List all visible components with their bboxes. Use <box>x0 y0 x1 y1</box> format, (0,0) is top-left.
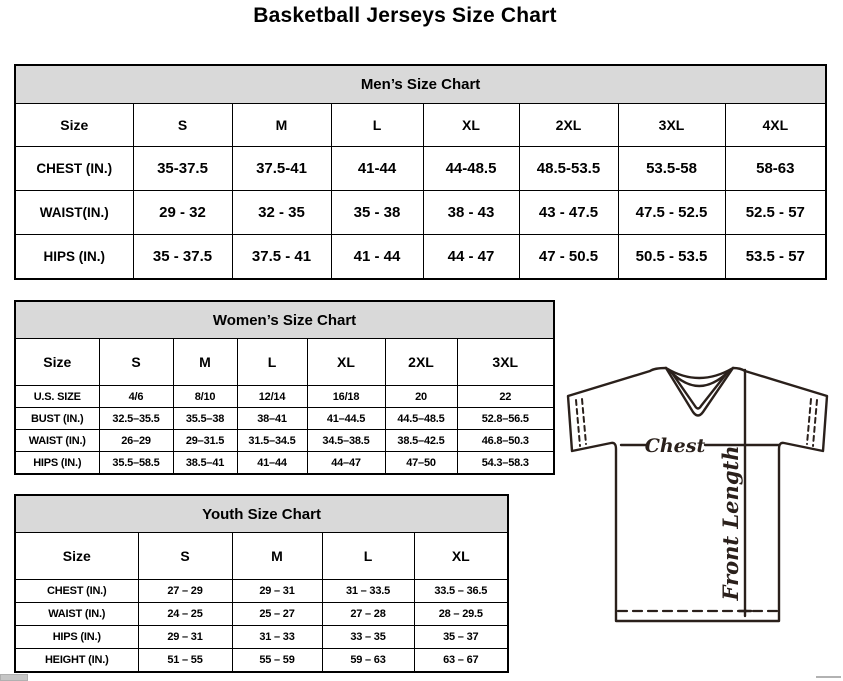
row-label-cell: HIPS (IN.) <box>15 235 133 280</box>
womens-size-table <box>14 300 555 475</box>
jersey-diagram <box>555 355 843 645</box>
value-cell: 44 - 47 <box>423 235 519 280</box>
value-cell: 31 – 33 <box>232 626 322 649</box>
mens-size-table <box>14 64 827 280</box>
scrollbar-fragment-right[interactable] <box>816 676 841 678</box>
value-cell: 41–44.5 <box>307 408 385 430</box>
value-cell: 51 – 55 <box>138 649 232 673</box>
value-cell: 44.5–48.5 <box>385 408 457 430</box>
column-header-row <box>15 104 826 147</box>
value-cell: 29 – 31 <box>232 580 322 603</box>
value-cell: 31 – 33.5 <box>322 580 414 603</box>
youth-size-table <box>14 494 509 673</box>
value-cell: M <box>232 533 322 580</box>
front-length-label: Front Length <box>718 445 743 601</box>
row-label-cell: WAIST(IN.) <box>15 191 133 235</box>
value-cell: 38 - 43 <box>423 191 519 235</box>
row-label-cell: Size <box>15 104 133 147</box>
value-cell: 32.5–35.5 <box>99 408 173 430</box>
value-cell: 47 - 50.5 <box>519 235 618 280</box>
value-cell: 2XL <box>385 339 457 386</box>
value-cell: 37.5-41 <box>232 147 331 191</box>
value-cell: 22 <box>457 386 554 408</box>
value-cell: 27 – 28 <box>322 603 414 626</box>
value-cell: 54.3–58.3 <box>457 452 554 475</box>
row-label-cell: BUST (IN.) <box>15 408 99 430</box>
value-cell: 34.5–38.5 <box>307 430 385 452</box>
data-row <box>15 191 826 235</box>
value-cell: 53.5-58 <box>618 147 725 191</box>
value-cell: 3XL <box>618 104 725 147</box>
value-cell: 52.8–56.5 <box>457 408 554 430</box>
value-cell: 37.5 - 41 <box>232 235 331 280</box>
mens-table-body <box>15 104 826 280</box>
value-cell: 20 <box>385 386 457 408</box>
value-cell: 33.5 – 36.5 <box>414 580 508 603</box>
value-cell: 58-63 <box>725 147 826 191</box>
value-cell: 29–31.5 <box>173 430 237 452</box>
value-cell: M <box>173 339 237 386</box>
value-cell: 29 – 31 <box>138 626 232 649</box>
value-cell: 33 – 35 <box>322 626 414 649</box>
data-row <box>15 580 508 603</box>
value-cell: 41–44 <box>237 452 307 475</box>
value-cell: S <box>138 533 232 580</box>
youth-table-title: Youth Size Chart <box>15 495 508 533</box>
value-cell: 46.8–50.3 <box>457 430 554 452</box>
value-cell: 31.5–34.5 <box>237 430 307 452</box>
value-cell: 35 - 38 <box>331 191 423 235</box>
value-cell: 32 - 35 <box>232 191 331 235</box>
right-sleeve-dashes <box>807 399 817 446</box>
value-cell: 47.5 - 52.5 <box>618 191 725 235</box>
row-label-cell: CHEST (IN.) <box>15 147 133 191</box>
value-cell: 41-44 <box>331 147 423 191</box>
data-row <box>15 147 826 191</box>
column-header-row <box>15 533 508 580</box>
value-cell: 4XL <box>725 104 826 147</box>
row-label-cell: HIPS (IN.) <box>15 452 99 475</box>
data-row <box>15 430 554 452</box>
value-cell: 38.5–42.5 <box>385 430 457 452</box>
value-cell: 35 - 37.5 <box>133 235 232 280</box>
data-row <box>15 386 554 408</box>
value-cell: L <box>237 339 307 386</box>
value-cell: 24 – 25 <box>138 603 232 626</box>
value-cell: 35-37.5 <box>133 147 232 191</box>
value-cell: 16/18 <box>307 386 385 408</box>
value-cell: 48.5-53.5 <box>519 147 618 191</box>
row-label-cell: HEIGHT (IN.) <box>15 649 138 673</box>
value-cell: 50.5 - 53.5 <box>618 235 725 280</box>
value-cell: S <box>99 339 173 386</box>
table-band-row <box>15 495 508 533</box>
row-label-cell: WAIST (IN.) <box>15 430 99 452</box>
mens-table-title: Men’s Size Chart <box>15 65 826 104</box>
value-cell: 38.5–41 <box>173 452 237 475</box>
column-header-row <box>15 339 554 386</box>
value-cell: 8/10 <box>173 386 237 408</box>
value-cell: 35 – 37 <box>414 626 508 649</box>
value-cell: XL <box>423 104 519 147</box>
row-label-cell: CHEST (IN.) <box>15 580 138 603</box>
value-cell: 29 - 32 <box>133 191 232 235</box>
value-cell: 35.5–58.5 <box>99 452 173 475</box>
row-label-cell: U.S. SIZE <box>15 386 99 408</box>
table-band-row <box>15 301 554 339</box>
row-label-cell: HIPS (IN.) <box>15 626 138 649</box>
table-band-row <box>15 65 826 104</box>
value-cell: 25 – 27 <box>232 603 322 626</box>
row-label-cell: WAIST (IN.) <box>15 603 138 626</box>
data-row <box>15 649 508 673</box>
value-cell: 12/14 <box>237 386 307 408</box>
jersey-outline-path <box>568 368 827 621</box>
value-cell: 26–29 <box>99 430 173 452</box>
value-cell: S <box>133 104 232 147</box>
value-cell: 55 – 59 <box>232 649 322 673</box>
youth-table-body <box>15 533 508 673</box>
value-cell: 2XL <box>519 104 618 147</box>
value-cell: 44-48.5 <box>423 147 519 191</box>
value-cell: 28 – 29.5 <box>414 603 508 626</box>
page-title: Basketball Jerseys Size Chart <box>253 4 557 27</box>
chest-label: Chest <box>644 435 706 457</box>
value-cell: 59 – 63 <box>322 649 414 673</box>
value-cell: XL <box>307 339 385 386</box>
value-cell: 52.5 - 57 <box>725 191 826 235</box>
data-row <box>15 603 508 626</box>
data-row <box>15 408 554 430</box>
data-row <box>15 452 554 475</box>
value-cell: 53.5 - 57 <box>725 235 826 280</box>
row-label-cell: Size <box>15 339 99 386</box>
value-cell: 44–47 <box>307 452 385 475</box>
value-cell: 3XL <box>457 339 554 386</box>
value-cell: XL <box>414 533 508 580</box>
scrollbar-fragment-left[interactable] <box>0 674 28 681</box>
value-cell: 38–41 <box>237 408 307 430</box>
left-sleeve-dashes <box>576 399 586 446</box>
womens-table-title: Women’s Size Chart <box>15 301 554 339</box>
value-cell: 27 – 29 <box>138 580 232 603</box>
womens-table-body <box>15 339 554 475</box>
data-row <box>15 235 826 280</box>
value-cell: L <box>322 533 414 580</box>
value-cell: M <box>232 104 331 147</box>
value-cell: 63 – 67 <box>414 649 508 673</box>
value-cell: 4/6 <box>99 386 173 408</box>
value-cell: 41 - 44 <box>331 235 423 280</box>
value-cell: 35.5–38 <box>173 408 237 430</box>
row-label-cell: Size <box>15 533 138 580</box>
data-row <box>15 626 508 649</box>
value-cell: 43 - 47.5 <box>519 191 618 235</box>
value-cell: L <box>331 104 423 147</box>
value-cell: 47–50 <box>385 452 457 475</box>
